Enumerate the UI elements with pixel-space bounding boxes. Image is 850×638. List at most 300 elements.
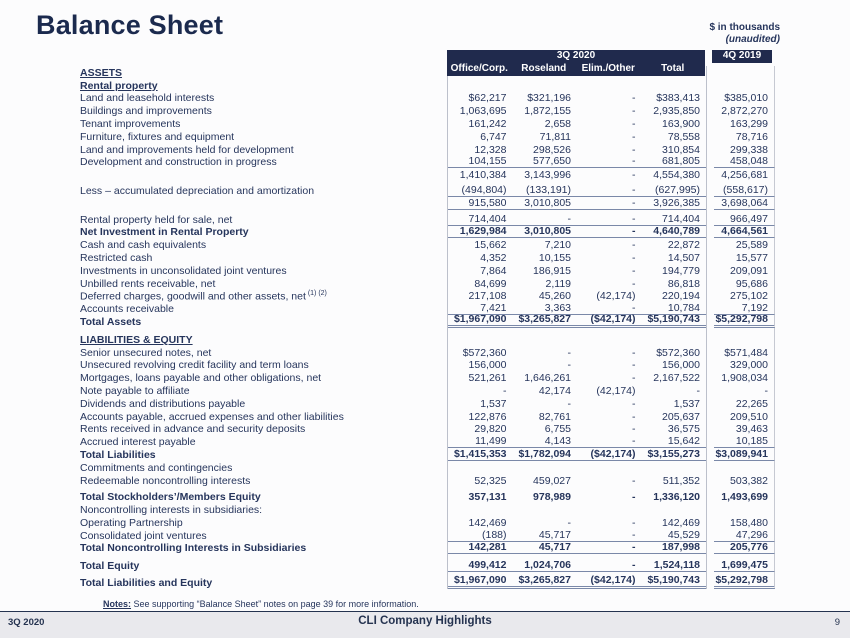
column-gap	[707, 104, 714, 117]
row-values-3q2020	[447, 79, 707, 92]
column-headers	[447, 62, 705, 76]
column-header-total: Total	[661, 63, 685, 74]
value-cell-total: 78,558	[667, 130, 700, 143]
column-gap	[707, 474, 714, 487]
row-values-3q2020	[447, 226, 707, 239]
value-cell-elim-other: -	[577, 529, 642, 542]
value-cell-roseland: 186,915	[533, 264, 571, 277]
value-cell-elim-other: -	[632, 264, 636, 277]
value-cell-total: $5,190,743	[642, 574, 707, 589]
table-row	[80, 397, 840, 410]
value-cell-elim-other: -	[577, 559, 642, 572]
table-row	[80, 461, 840, 474]
value-cell-roseland: 978,989	[533, 491, 571, 504]
row-label: Redeemable noncontrolling interests	[80, 474, 251, 487]
value-cell-roseland: 2,658	[544, 117, 571, 130]
value-cell-4q2019: 299,338	[714, 143, 775, 156]
value-cell-roseland: (133,191)	[513, 184, 578, 197]
value-cell-total: $3,155,273	[642, 448, 707, 461]
row-values-3q2020	[447, 277, 707, 290]
row-label: Cash and cash equivalents	[80, 239, 207, 252]
column-gap	[707, 143, 714, 156]
value-cell-office-corp: 15,662	[474, 239, 507, 252]
value-cell-elim-other: -	[632, 359, 636, 372]
row-values-3q2020	[447, 238, 707, 251]
row-values-3q2020	[447, 346, 707, 359]
value-cell-4q2019: 4,664,561	[714, 226, 775, 239]
row-label: Operating Partnership	[80, 516, 183, 529]
value-cell-4q2019: 15,577	[714, 251, 775, 264]
value-cell-elim-other: -	[632, 143, 636, 156]
value-cell-roseland: 71,811	[539, 130, 571, 143]
value-cell-office-corp: 357,131	[468, 491, 507, 504]
value-cell-4q2019: 95,686	[714, 277, 775, 290]
value-cell-office-corp: $1,967,090	[448, 574, 513, 589]
column-header-roseland: Roseland	[521, 63, 567, 74]
value-cell-total: 4,554,380	[653, 169, 700, 182]
row-label: Buildings and improvements	[80, 105, 212, 118]
row-label: Noncontrolling interests in subsidiaries:	[80, 504, 263, 517]
row-label: LIABILITIES & EQUITY	[80, 333, 193, 346]
value-cell-elim-other: -	[577, 197, 642, 210]
value-cell-total: 15,642	[642, 435, 707, 448]
footer-period: 3Q 2020	[8, 617, 45, 628]
column-gap	[707, 251, 714, 264]
value-cell-total: 511,352	[662, 474, 700, 487]
value-cell-roseland: 298,526	[533, 143, 571, 156]
row-values-3q2020	[447, 197, 707, 210]
table-row	[80, 143, 840, 156]
value-cell-4q2019: $5,292,798	[714, 576, 775, 589]
value-cell-total: $5,190,743	[642, 313, 707, 328]
value-cell-total: 22,872	[667, 239, 700, 252]
row-values-3q2020	[447, 474, 707, 487]
row-values-3q2020	[447, 92, 707, 105]
row-values-3q2020	[447, 184, 707, 197]
row-values-3q2020	[447, 448, 707, 461]
row-values-3q2020	[447, 312, 707, 328]
column-gap	[707, 559, 714, 572]
value-cell-office-corp: 521,261	[468, 372, 507, 385]
value-cell-4q2019	[714, 503, 775, 516]
table-row	[80, 290, 840, 303]
row-values-3q2020	[447, 435, 707, 448]
table-row	[80, 312, 840, 328]
column-gap	[707, 130, 714, 143]
table-row	[80, 529, 840, 542]
table-row	[80, 448, 840, 461]
value-cell-elim-other: -	[632, 410, 636, 423]
value-cell-4q2019: 1,908,034	[714, 371, 775, 384]
column-gap	[707, 448, 714, 461]
value-cell-total: 2,167,522	[653, 372, 700, 385]
row-values-3q2020	[447, 359, 707, 372]
value-cell-elim-other: -	[577, 225, 642, 238]
value-cell-office-corp: 1,537	[480, 397, 507, 410]
value-cell-roseland: $321,196	[527, 92, 571, 105]
value-cell-4q2019: 47,296	[714, 529, 775, 542]
column-gap	[707, 156, 714, 169]
table-row	[80, 559, 840, 572]
value-cell-4q2019: 7,192	[714, 302, 775, 315]
period-4q2019-header: 4Q 2019	[712, 50, 772, 63]
value-cell-total: $572,360	[656, 346, 700, 359]
value-cell-4q2019: 163,299	[714, 117, 775, 130]
value-cell-elim-other: -	[632, 346, 636, 359]
column-gap	[707, 371, 714, 384]
value-cell-4q2019: 329,000	[714, 359, 775, 372]
notes-text: See supporting “Balance Sheet” notes on page 39 for more information.	[133, 599, 419, 609]
value-cell-roseland: 45,717	[513, 541, 578, 554]
value-cell-elim-other: -	[577, 435, 642, 448]
value-cell-total: 3,926,385	[642, 197, 707, 210]
value-cell-office-corp: 52,325	[474, 474, 507, 487]
value-cell-roseland: -	[567, 516, 571, 529]
value-cell-roseland: $3,265,827	[513, 313, 578, 328]
row-label: Accounts receivable	[80, 303, 174, 316]
value-cell-total: 1,524,118	[642, 559, 707, 572]
value-cell-roseland: 42,174	[538, 384, 571, 397]
column-gap	[707, 315, 714, 328]
value-cell-office-corp: 142,469	[468, 516, 507, 529]
row-values-3q2020	[447, 559, 707, 572]
value-cell-office-corp: $62,217	[468, 92, 507, 105]
value-cell-roseland: 1,646,261	[524, 372, 571, 385]
value-cell-4q2019: -	[714, 384, 775, 397]
value-cell-roseland: 577,650	[513, 155, 578, 168]
value-cell-office-corp: 142,281	[448, 541, 513, 554]
value-cell-elim-other: -	[577, 184, 642, 197]
row-values-3q2020	[447, 461, 707, 474]
value-cell-4q2019	[714, 461, 775, 474]
value-cell-roseland: $1,782,094	[513, 448, 578, 461]
table-row	[80, 79, 840, 92]
value-cell-office-corp: 29,820	[474, 423, 507, 436]
value-cell-total: 220,194	[662, 290, 700, 303]
row-label: Total Liabilities and Equity	[80, 577, 213, 590]
row-values-3q2020	[447, 143, 707, 156]
value-cell-4q2019: 2,872,270	[714, 104, 775, 117]
value-cell-4q2019: 209,091	[714, 264, 775, 277]
column-gap	[707, 576, 714, 589]
row-label: Commitments and contingencies	[80, 461, 233, 474]
value-cell-roseland: 1,872,155	[524, 105, 571, 118]
value-cell-4q2019: 10,185	[714, 435, 775, 448]
balance-sheet-table	[80, 50, 840, 589]
row-label: Rents received in advance and security deposits	[80, 423, 306, 436]
row-values-3q2020	[447, 333, 707, 346]
value-cell-total: 156,000	[662, 359, 700, 372]
table-row	[80, 516, 840, 529]
value-cell-office-corp: 161,242	[468, 117, 507, 130]
table-row	[80, 474, 840, 487]
value-cell-4q2019: 458,048	[714, 156, 775, 169]
table-body	[80, 66, 840, 589]
row-values-3q2020	[447, 290, 707, 303]
notes-label: Notes:	[103, 599, 132, 609]
table-row	[80, 542, 840, 555]
column-gap	[707, 168, 714, 181]
row-values-3q2020	[447, 371, 707, 384]
value-cell-elim-other: -	[632, 169, 636, 182]
value-cell-roseland: 10,155	[538, 251, 571, 264]
column-gap	[707, 529, 714, 542]
table-row	[80, 226, 840, 239]
value-cell-roseland: 45,717	[513, 529, 578, 542]
row-label: Land and improvements held for development	[80, 143, 294, 156]
value-cell-4q2019: 39,463	[714, 423, 775, 436]
value-cell-roseland: 1,024,706	[513, 559, 578, 572]
row-label: Note payable to affiliate	[80, 384, 190, 397]
column-gap	[707, 290, 714, 303]
value-cell-office-corp: $1,415,353	[448, 448, 513, 461]
row-label: Consolidated joint ventures	[80, 529, 207, 542]
value-cell-elim-other: (42,174)	[596, 290, 636, 303]
value-cell-total: 681,805	[642, 155, 707, 168]
value-cell-office-corp: 122,876	[468, 410, 507, 423]
row-label: Restricted cash	[80, 251, 153, 264]
value-cell-4q2019: $571,484	[714, 346, 775, 359]
value-cell-4q2019: 78,716	[714, 130, 775, 143]
row-values-3q2020	[447, 156, 707, 169]
value-cell-office-corp: 11,499	[448, 435, 513, 448]
value-cell-total: 310,854	[662, 143, 700, 156]
value-cell-elim-other: -	[632, 372, 636, 385]
row-label: Mortgages, loans payable and other obligations, net	[80, 372, 322, 385]
row-values-3q2020	[447, 104, 707, 117]
value-cell-roseland: 459,027	[533, 474, 571, 487]
row-label: Rental property held for sale, net	[80, 213, 233, 226]
column-gap	[707, 542, 714, 555]
column-gap	[707, 397, 714, 410]
value-cell-elim-other: -	[632, 92, 636, 105]
value-cell-elim-other: -	[577, 302, 642, 315]
column-gap	[707, 423, 714, 436]
value-cell-office-corp: (188)	[448, 529, 513, 542]
value-cell-elim-other: -	[632, 130, 636, 143]
value-cell-4q2019: 3,698,064	[714, 197, 775, 210]
row-values-3q2020	[447, 384, 707, 397]
value-cell-roseland: -	[567, 397, 571, 410]
row-label: Furniture, fixtures and equipment	[80, 130, 235, 143]
row-label: Development and construction in progress	[80, 156, 277, 169]
row-values-3q2020	[447, 410, 707, 423]
table-row	[80, 371, 840, 384]
value-cell-total: 205,637	[662, 410, 700, 423]
value-cell-4q2019: 209,510	[714, 410, 775, 423]
value-cell-elim-other: -	[632, 239, 636, 252]
table-row	[80, 251, 840, 264]
column-gap	[707, 384, 714, 397]
period-3q2020-header	[447, 50, 705, 76]
value-cell-roseland: 3,010,805	[513, 225, 578, 238]
row-values-3q2020	[447, 397, 707, 410]
value-cell-office-corp: 12,328	[474, 143, 507, 156]
row-values-3q2020	[447, 503, 707, 516]
value-cell-roseland: 45,260	[538, 290, 571, 303]
row-values-3q2020	[447, 576, 707, 589]
page-number: 9	[834, 617, 840, 628]
row-label: Accrued interest payable	[80, 436, 196, 449]
value-cell-total: 36,575	[667, 423, 700, 436]
row-values-3q2020	[447, 423, 707, 436]
column-gap	[707, 346, 714, 359]
value-cell-total: 2,935,850	[653, 105, 700, 118]
table-row	[80, 435, 840, 448]
value-cell-total: 714,404	[642, 213, 707, 226]
value-cell-office-corp: 156,000	[468, 359, 507, 372]
value-cell-office-corp: 714,404	[448, 213, 513, 226]
table-row	[80, 197, 840, 210]
value-cell-office-corp: 84,699	[474, 277, 507, 290]
notes-line	[103, 599, 419, 609]
row-label: Total Noncontrolling Interests in Subsidiaries	[80, 542, 307, 555]
value-cell-4q2019: (558,617)	[714, 184, 775, 197]
value-cell-roseland: -	[567, 346, 571, 359]
column-gap	[707, 92, 714, 105]
column-gap	[707, 333, 714, 346]
table-row	[80, 104, 840, 117]
table-row	[80, 213, 840, 226]
column-gap	[707, 264, 714, 277]
value-cell-4q2019: 25,589	[714, 238, 775, 251]
column-gap	[707, 435, 714, 448]
column-gap	[707, 461, 714, 474]
column-header-elim-other: Elim./Other	[581, 63, 635, 74]
table-header	[80, 50, 772, 76]
row-label: Unsecured revolving credit facility and term loans	[80, 359, 309, 372]
value-cell-elim-other: -	[632, 423, 636, 436]
row-label: Total Assets	[80, 315, 142, 328]
value-cell-elim-other: ($42,174)	[577, 313, 642, 328]
value-cell-total: 194,779	[662, 264, 700, 277]
row-values-3q2020	[447, 542, 707, 555]
unaudited-note: (unaudited)	[725, 34, 780, 45]
column-gap	[707, 503, 714, 516]
value-cell-4q2019: $3,089,941	[714, 448, 775, 461]
row-label: Less – accumulated depreciation and amortization	[80, 184, 315, 197]
table-row	[80, 576, 840, 589]
value-cell-4q2019: 1,493,699	[714, 491, 775, 504]
table-row	[80, 184, 840, 197]
value-cell-total: 4,640,789	[642, 225, 707, 238]
column-gap	[707, 226, 714, 239]
row-values-3q2020	[447, 529, 707, 542]
value-cell-total: 14,507	[667, 251, 700, 264]
table-row	[80, 410, 840, 423]
value-cell-4q2019: 4,256,681	[714, 168, 775, 181]
value-cell-total: (627,995)	[642, 184, 707, 197]
value-cell-office-corp: 104,155	[448, 155, 513, 168]
header-gap	[705, 50, 712, 76]
row-label: Total Equity	[80, 560, 140, 573]
value-cell-total: $383,413	[656, 92, 700, 105]
row-label: Unbilled rents receivable, net	[80, 277, 216, 290]
value-cell-total: 86,818	[667, 277, 700, 290]
column-gap	[707, 117, 714, 130]
value-cell-office-corp: 1,410,384	[459, 169, 507, 182]
value-cell-roseland: 2,119	[545, 277, 571, 290]
value-cell-total: 163,900	[662, 117, 700, 130]
value-cell-4q2019	[714, 333, 775, 346]
row-values-3q2020	[447, 251, 707, 264]
value-cell-office-corp: -	[503, 384, 507, 397]
value-cell-total: 142,469	[662, 516, 700, 529]
row-label: Rental property	[80, 79, 158, 92]
value-cell-roseland: $3,265,827	[513, 574, 578, 589]
row-label: Deferred charges, goodwill and other assets, net $^{(1) (2)}$	[80, 289, 327, 303]
page-title: Balance Sheet	[36, 10, 224, 40]
table-row	[80, 346, 840, 359]
value-cell-4q2019: 275,102	[714, 290, 775, 303]
value-cell-roseland: 3,010,805	[513, 197, 578, 210]
value-cell-elim-other: -	[632, 277, 636, 290]
value-cell-elim-other: -	[632, 397, 636, 410]
table-row	[80, 384, 840, 397]
value-cell-office-corp: 4,352	[480, 251, 507, 264]
column-gap	[707, 197, 714, 210]
value-cell-office-corp: 6,747	[480, 130, 507, 143]
row-label: ASSETS	[80, 66, 123, 79]
column-gap	[707, 277, 714, 290]
value-cell-office-corp: 7,421	[448, 302, 513, 315]
value-cell-elim-other: -	[577, 213, 642, 226]
value-cell-office-corp: 499,412	[448, 559, 513, 572]
row-label: Tenant improvements	[80, 117, 181, 130]
row-label: Dividends and distributions payable	[80, 397, 246, 410]
value-cell-elim-other: ($42,174)	[577, 448, 642, 461]
value-cell-roseland: 6,755	[544, 423, 571, 436]
value-cell-elim-other: -	[632, 105, 636, 118]
value-cell-4q2019: 966,497	[714, 213, 775, 226]
row-label: Land and leasehold interests	[80, 92, 215, 105]
column-gap	[707, 516, 714, 529]
value-cell-office-corp: $1,967,090	[448, 313, 513, 328]
column-gap	[707, 213, 714, 226]
value-cell-roseland: -	[513, 213, 578, 226]
value-cell-4q2019: 205,776	[714, 542, 775, 555]
row-values-3q2020	[447, 491, 707, 504]
table-row	[80, 130, 840, 143]
value-cell-roseland: 3,363	[513, 302, 578, 315]
value-cell-4q2019: $5,292,798	[714, 315, 775, 328]
column-gap	[707, 359, 714, 372]
table-row	[80, 503, 840, 516]
value-cell-roseland: -	[567, 359, 571, 372]
value-cell-4q2019: 22,265	[714, 397, 775, 410]
value-cell-elim-other: -	[632, 251, 636, 264]
units-note: $ in thousands	[709, 22, 780, 33]
value-cell-office-corp: 1,629,984	[448, 225, 513, 238]
row-values-3q2020	[447, 264, 707, 277]
value-cell-4q2019	[714, 79, 775, 92]
value-cell-elim-other: -	[632, 474, 636, 487]
table-row	[80, 359, 840, 372]
row-values-3q2020	[447, 168, 707, 181]
value-cell-office-corp: 915,580	[448, 197, 513, 210]
column-gap	[707, 79, 714, 92]
table-row	[80, 423, 840, 436]
value-cell-4q2019: 1,699,475	[714, 559, 775, 572]
value-cell-roseland: 82,761	[538, 410, 571, 423]
value-cell-4q2019: 158,480	[714, 516, 775, 529]
column-gap	[707, 410, 714, 423]
units-note-block	[709, 22, 780, 46]
value-cell-office-corp: (494,804)	[448, 184, 513, 197]
value-cell-total: 1,537	[673, 397, 700, 410]
table-row	[80, 117, 840, 130]
value-cell-elim-other: -	[632, 117, 636, 130]
